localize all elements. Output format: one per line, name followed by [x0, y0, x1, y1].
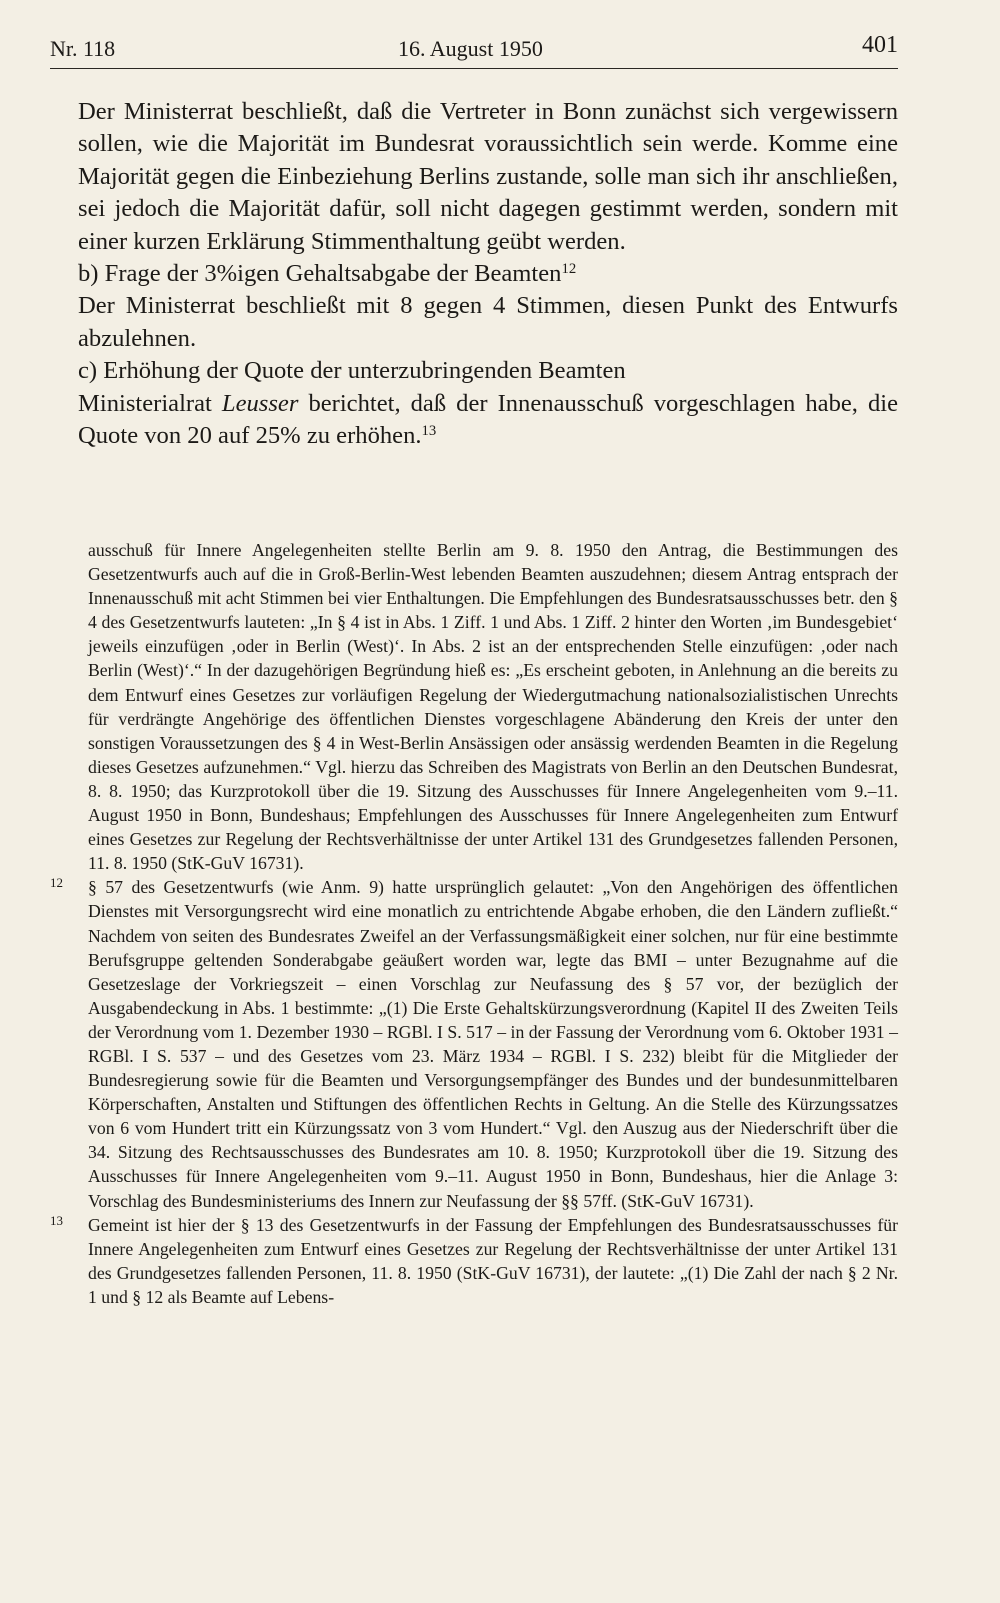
person-name: Leusser [221, 389, 299, 417]
item-b-heading-text: b) Frage der 3%igen Gehaltsabgabe der Beamten [78, 260, 562, 288]
page-header [50, 30, 898, 70]
header-rule [50, 68, 898, 69]
footnotes [50, 538, 898, 1309]
footnote-ref-12: 12 [561, 260, 577, 277]
footnote-continuation: ausschuß für Innere Angelegenheiten stellte Berlin am 9. 8. 1950 den Antrag, die Bestimmungen des Gesetzentwurfs auch auf die in Groß-Berlin-West lebenden Beamten auszudehnen; diesem Antrag entsprach der Innenausschuß mit acht Stimmen bei vier Enthaltungen. Die Empfehlungen des Bundesratsausschusses betr. den § 4 des Gesetzentwurfs lauteten: „In § 4 ist in Abs. 1 Ziff. 1 und Abs. 1 Ziff. 2 hinter den Worten ‚im Bundesgebiet‘ jeweils einzufügen ‚oder in Berlin (West)‘. In Abs. 2 ist an der entsprechenden Stelle einzufügen: ‚oder nach Berlin (West)‘.“ In der dazugehörigen Begründung hieß es: „Es erscheint geboten, in Anlehnung an die bereits zu dem Entwurf eines Gesetzes zur vorläufigen Regelung der Wiedergutmachung nationalsozialistischen Unrechts für verdrängte Angehörige des öffentlichen Dienstes vorgeschlagene Abänderung den Kreis der unter den sonstigen Voraussetzungen des § 4 in West-Berlin Ansässigen oder ansässig werdenden Beamten in die Regelung dieses Gesetzes aufzunehmen.“ Vgl. hierzu das Schreiben des Magistrats von Berlin an den Deutschen Bundesrat, 8. 8. 1950; das Kurzprotokoll über die 19. Sitzung des Ausschusses für Innere Angelegenheiten vom 9.–11. August 1950 in Bonn, Bundeshaus; Empfehlungen des Ausschusses für Innere Angelegenheiten zum Entwurf eines Gesetzes zur Regelung der Rechtsverhältnisse der unter Artikel 131 des Grundgesetzes fallenden Personen, 11. 8. 1950 (StK-GuV 16731). [88, 540, 898, 874]
page-number: 401 [862, 32, 898, 58]
item-c-heading: c) Erhöhung der Quote der unterzubringenden Beamten [78, 357, 626, 385]
report-text: berichtet, daß der Innenausschuß vorgeschlagen habe, die Quote von 20 auf 25% zu erhöhen. [78, 389, 898, 450]
paragraph-resolution-berlin: Der Ministerrat beschließt, daß die Vertreter in Bonn zunächst sich vergewissern sollen, wie die Majorität im Bundesrat voraussichtlich sein werde. Komme eine Majorität gegen die Einbeziehung Berlins zustande, solle man sich ihr anschließen, sei jedoch die Majorität dafür, soll nicht dagegen gestimmt werden, sondern mit einer kurzen Erklärung Stimmenthaltung geübt werden. [78, 98, 898, 255]
footnote-13-number: 13 [50, 1212, 63, 1228]
footnote-13 [50, 1213, 898, 1309]
footnote-12 [50, 875, 898, 1212]
footnote-12-text: § 57 des Gesetzentwurfs (wie Anm. 9) hatte ursprünglich gelautet: „Von den Angehörigen des öffentlichen Dienstes mit Versorgungsrecht wird eine monatlich zu entrichtende Abgabe erhoben, die den Ländern zufließt.“ Nachdem von seiten des Bundesrates Zweifel an der Verfassungsmäßigkeit einer solchen, nur für eine bestimmte Berufsgruppe geltenden Sonderabgabe geäußert worden war, legte das BMI – unter Bezugnahme auf die Gesetzeslage der Vorkriegszeit – einen Vorschlag zur Neufassung des § 57 vor, der bezüglich der Ausgabendeckung in Abs. 1 bestimmte: „(1) Die Erste Gehaltskürzungsverordnung (Kapitel II des Zweiten Teils der Verordnung vom 1. Dezember 1930 – RGBl. I S. 517 – in der Fassung der Verordnung vom 6. Oktober 1931 – RGBl. I S. 537 – und des Gesetzes vom 23. März 1934 – RGBl. I S. 232) bleibt für die Mitglieder der Bundesregierung sowie für die Beamten und Versorgungsempfänger des Bundes und der bundesunmittelbaren Körperschaften, Anstalten und Stiftungen des öffentlichen Rechts in Geltung. An die Stelle des Kürzungssatzes von 6 vom Hundert tritt ein Kürzungssatz von 3 vom Hundert.“ Vgl. den Auszug aus der Niederschrift über die 34. Sitzung des Rechtsausschusses des Bundesrates am 10. 8. 1950; Kurzprotokoll über die 19. Sitzung des Ausschusses für Innere Angelegenheiten vom 9.–11. August 1950 in Bonn, Bundeshaus, hier die Anlage 3: Vorschlag des Bundesministeriums des Innern zur Neufassung der §§ 57ff. (StK-GuV 16731). [88, 877, 898, 1211]
footnote-12-number: 12 [50, 875, 63, 891]
document-number: Nr. 118 [50, 36, 116, 61]
footnote-ref-13: 13 [421, 422, 437, 439]
paragraph-leusser-report [50, 388, 898, 453]
report-prefix: Ministerialrat [78, 389, 222, 417]
header-date: 16. August 1950 [398, 36, 543, 61]
main-text [50, 96, 898, 452]
item-b-heading [50, 258, 898, 290]
paragraph-resolution-salary-levy: Der Ministerrat beschließt mit 8 gegen 4 Stimmen, diesen Punkt des Entwurfs abzulehnen. [78, 292, 898, 352]
footnote-13-text: Gemeint ist hier der § 13 des Gesetzentwurfs in der Fassung der Empfehlungen des Bundesratsausschusses für Innere Angelegenheiten zum Entwurf eines Gesetzes zur Regelung der Rechtsverhältnisse der unter Artikel 131 des Grundgesetzes fallenden Personen, 11. 8. 1950 (StK-GuV 16731), der lautete: „(1) Die Zahl der nach § 2 Nr. 1 und § 12 als Beamte auf Lebens- [88, 1214, 898, 1307]
